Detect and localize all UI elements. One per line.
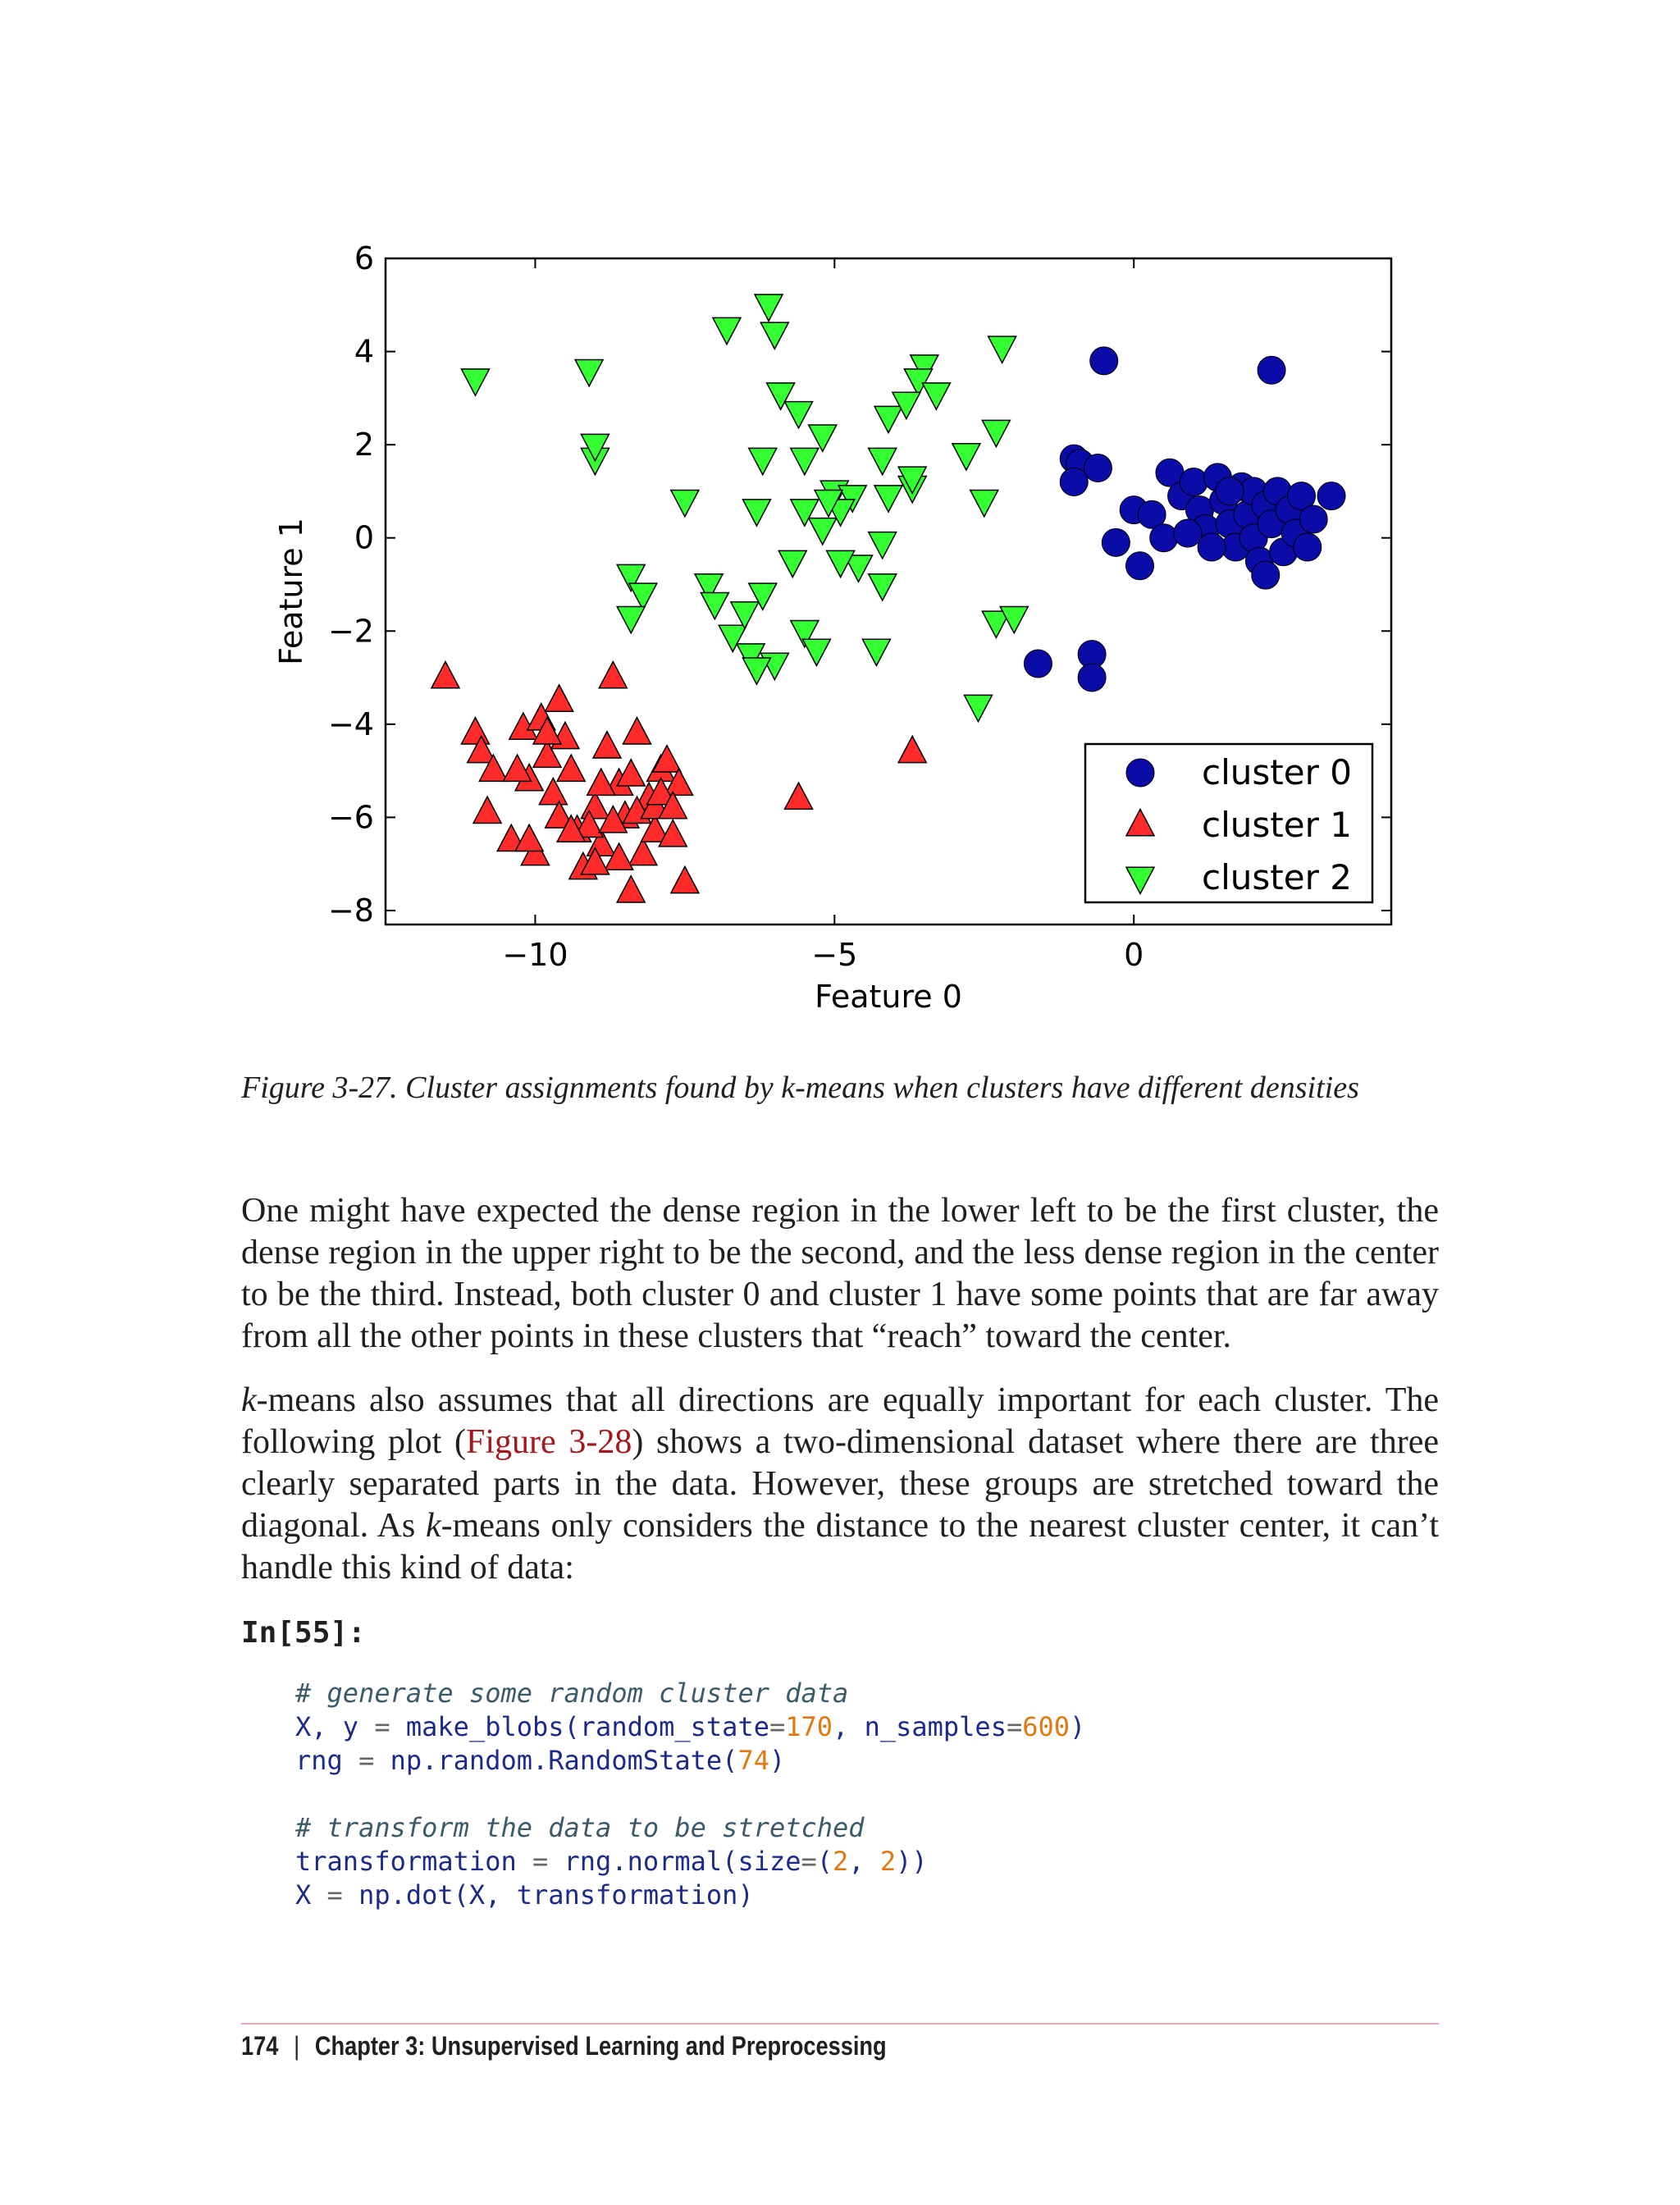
code-number: 2 [833, 1846, 849, 1877]
code-operator: = [801, 1846, 817, 1877]
legend-label-cluster-1: cluster 1 [1202, 805, 1352, 845]
code-token: ) [1070, 1711, 1086, 1742]
code-token: X, y [295, 1711, 375, 1742]
code-token: )) [896, 1846, 928, 1877]
data-point-cluster-0 [1299, 505, 1327, 533]
data-point-cluster-0 [1252, 561, 1280, 589]
data-point-cluster-0 [1084, 454, 1112, 482]
y-axis-label: Feature 1 [273, 518, 309, 665]
data-point-cluster-0 [1216, 477, 1244, 505]
code-blank-line [295, 1778, 1444, 1811]
code-operator: = [532, 1846, 549, 1877]
data-point-cluster-0 [1126, 552, 1154, 580]
y-tick-label: 4 [354, 333, 374, 370]
code-operator: = [326, 1879, 343, 1911]
code-number: 600 [1022, 1711, 1071, 1742]
data-point-cluster-0 [1024, 650, 1052, 678]
code-token: rng [295, 1745, 359, 1776]
scatter-figure [246, 221, 1436, 1029]
x-axis-label: Feature 0 [815, 979, 962, 1015]
code-token: np.dot(X, transformation) [342, 1879, 754, 1911]
code-comment: # generate some random cluster data [295, 1678, 849, 1709]
data-point-cluster-0 [1150, 524, 1178, 552]
y-tick-label: −6 [327, 799, 374, 836]
data-point-cluster-0 [1180, 468, 1208, 496]
code-line [295, 1845, 1444, 1879]
y-tick-label: −8 [327, 892, 374, 929]
data-point-cluster-0 [1090, 347, 1118, 375]
code-operator: = [769, 1711, 786, 1742]
data-point-cluster-0 [1060, 468, 1088, 496]
y-tick-label: 0 [354, 519, 374, 556]
data-point-cluster-0 [1317, 482, 1345, 510]
code-token: X [295, 1879, 327, 1911]
para2-text-1: -means also assumes that all directions are equally important for each cluster. The following plot ( [241, 1381, 1439, 1461]
figure-caption: Figure 3-27. Cluster assignments found by k-means when clusters have different densities [241, 1071, 1359, 1105]
code-block [295, 1677, 1444, 1912]
code-number: 170 [785, 1711, 833, 1742]
x-tick-label: −5 [811, 937, 858, 973]
y-tick-label: −4 [327, 705, 374, 742]
k-italic: k [425, 1507, 441, 1545]
legend [1085, 744, 1372, 902]
data-point-cluster-0 [1258, 356, 1285, 384]
code-token: ) [769, 1745, 786, 1776]
para2-text-2: ) shows a two-dimensional dataset where there are three clearly separated parts in the data. However, these groups are stretched toward the diagonal. As [241, 1423, 1439, 1545]
code-operator: = [1006, 1711, 1023, 1742]
k-italic: k [241, 1381, 257, 1419]
figure-3-28-link[interactable]: Figure 3-28 [466, 1423, 632, 1461]
code-line [295, 1710, 1444, 1744]
code-line [295, 1879, 1444, 1912]
code-token: make_blobs(random_state [390, 1711, 769, 1742]
code-operator: = [358, 1745, 375, 1776]
x-tick-label: 0 [1124, 937, 1144, 973]
code-line [295, 1677, 1444, 1710]
y-tick-label: −2 [327, 613, 374, 650]
code-line [295, 1744, 1444, 1778]
code-line [295, 1811, 1444, 1845]
y-tick-label: 2 [354, 427, 374, 463]
data-point-cluster-0 [1294, 533, 1322, 561]
code-token: ( [816, 1846, 833, 1877]
code-token: np.random.RandomState( [374, 1745, 738, 1776]
y-tick-label: 6 [354, 240, 374, 276]
code-number: 74 [737, 1745, 769, 1776]
page-number: 174 [241, 2031, 279, 2061]
body-paragraph-2 [241, 1380, 1439, 1589]
legend-label-cluster-0: cluster 0 [1202, 752, 1352, 792]
code-prompt: In[55]: [241, 1616, 366, 1650]
code-comment: # transform the data to be stretched [295, 1812, 865, 1843]
chapter-title: Chapter 3: Unsupervised Learning and Preprocessing [314, 2031, 887, 2061]
footer-rule [241, 2023, 1439, 2025]
code-token: transformation [295, 1846, 532, 1877]
legend-marker-cluster-0 [1126, 759, 1154, 787]
body-paragraph-1: One might have expected the dense region in the lower left to be the first cluster, the dense region in the upper right to be the second, and the less dense region in the center to be the third. Instead, both cluster 0 and cluster 1 have some points that are far away from all the other points in these clusters that “reach” toward the center. [241, 1192, 1439, 1355]
code-token: , [848, 1846, 880, 1877]
code-token: , n_samples [833, 1711, 1007, 1742]
code-operator: = [374, 1711, 390, 1742]
data-point-cluster-0 [1102, 528, 1130, 556]
footer-separator: | [294, 2031, 300, 2061]
data-point-cluster-0 [1174, 519, 1202, 547]
x-tick-label: −10 [502, 937, 568, 973]
code-token: rng.normal(size [548, 1846, 801, 1877]
page-footer [241, 2031, 887, 2061]
code-number: 2 [879, 1846, 897, 1877]
legend-label-cluster-2: cluster 2 [1202, 857, 1352, 897]
data-point-cluster-0 [1198, 533, 1226, 561]
data-point-cluster-0 [1078, 664, 1106, 692]
para2-text-3: -means only considers the distance to the nearest cluster center, it can’t handle this kind of data: [241, 1507, 1439, 1586]
